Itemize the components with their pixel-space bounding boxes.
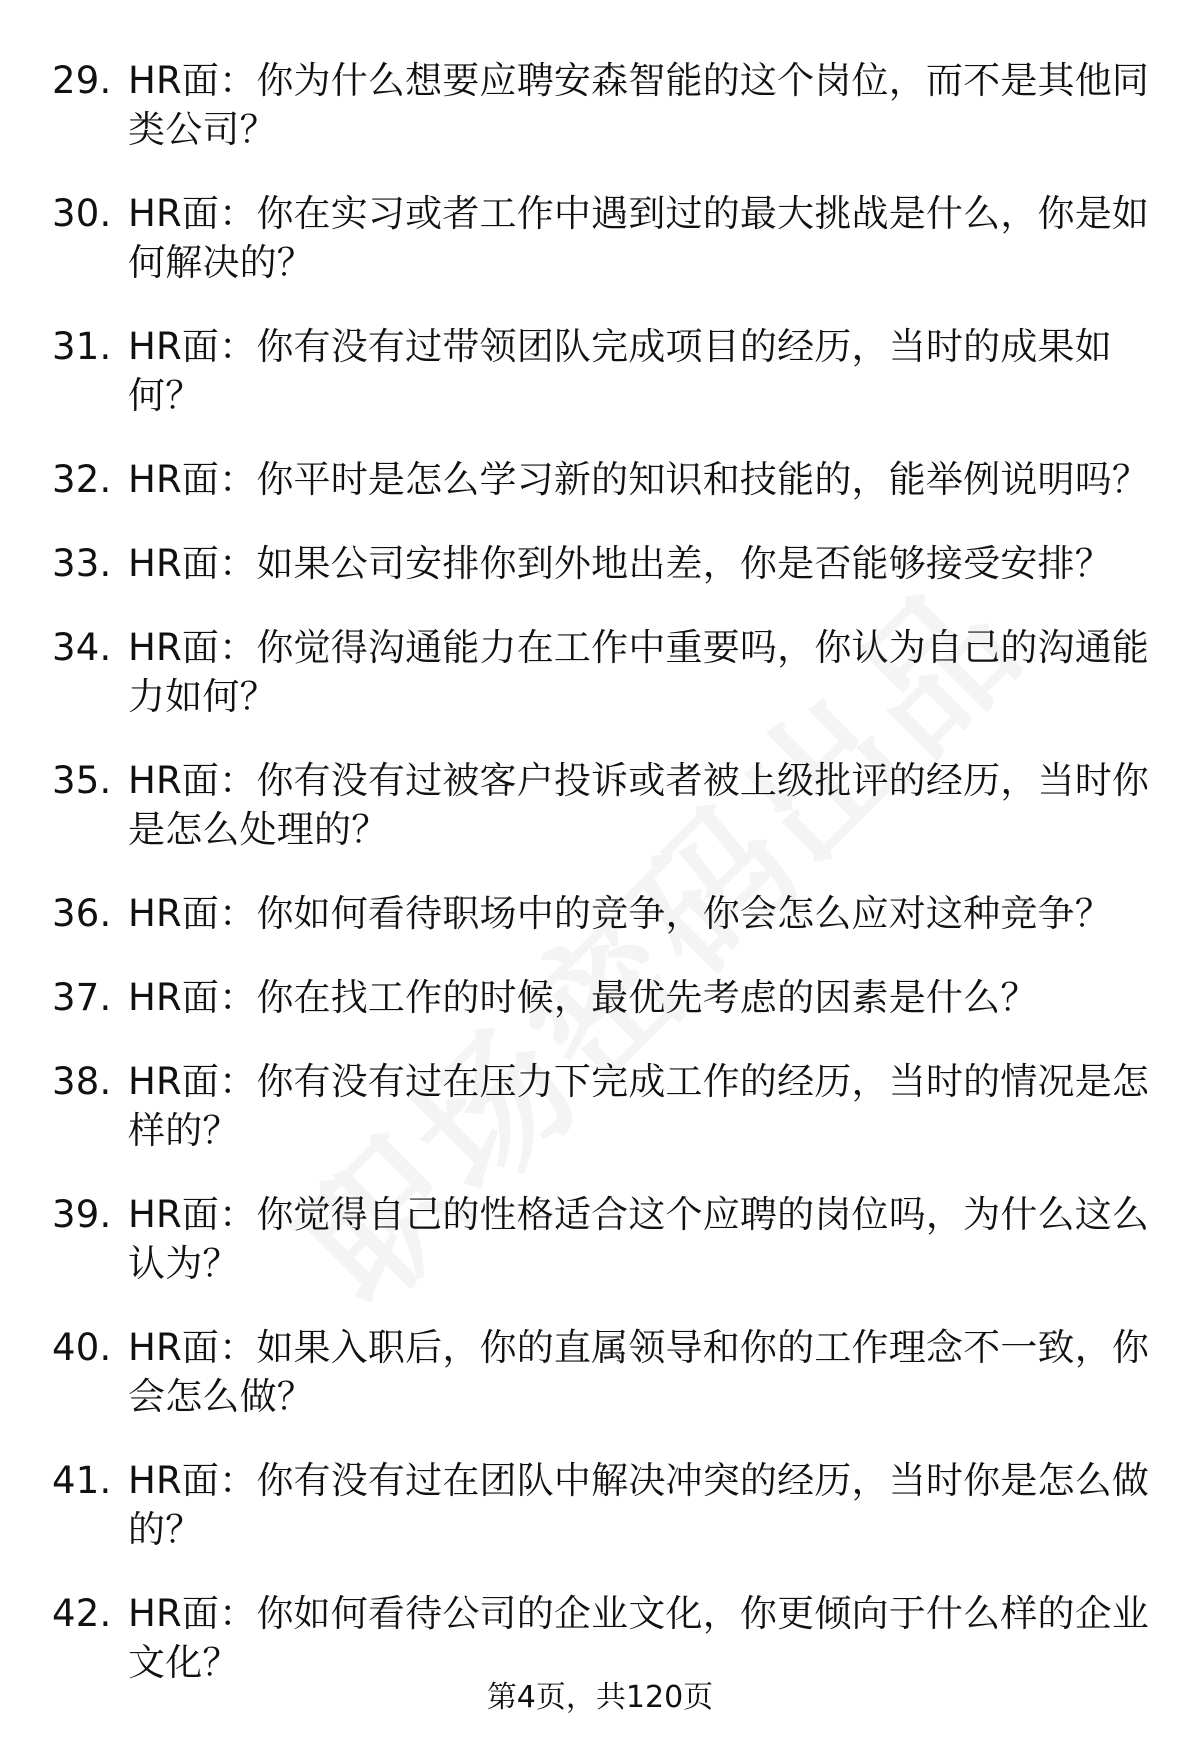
question-text: HR面：如果入职后，你的直属领导和你的工作理念不一致，你会怎么做？: [128, 1326, 1150, 1418]
list-item: [52, 455, 1152, 504]
question-number: 38.: [52, 1060, 112, 1103]
question-number: 31.: [52, 325, 112, 368]
list-item: [52, 889, 1152, 938]
question-text: HR面：你有没有过被客户投诉或者被上级批评的经历，当时你是怎么处理的？: [128, 759, 1150, 851]
list-item: [52, 1057, 1152, 1155]
question-text: HR面：你有没有过在压力下完成工作的经历，当时的情况是怎样的？: [128, 1060, 1150, 1152]
question-text: HR面：你为什么想要应聘安森智能的这个岗位，而不是其他同类公司？: [128, 59, 1150, 151]
question-text: HR面：你觉得自己的性格适合这个应聘的岗位吗，为什么这么认为？: [128, 1193, 1150, 1285]
list-item: [52, 189, 1152, 287]
question-number: 35.: [52, 759, 112, 802]
list-item: [52, 1589, 1152, 1687]
question-number: 30.: [52, 192, 112, 235]
list-item: [52, 1456, 1152, 1554]
list-item: [52, 623, 1152, 721]
question-text: HR面：如果公司安排你到外地出差，你是否能够接受安排？: [128, 542, 1112, 585]
question-number: 34.: [52, 626, 112, 669]
question-text: HR面：你觉得沟通能力在工作中重要吗，你认为自己的沟通能力如何？: [128, 626, 1150, 718]
question-number: 36.: [52, 892, 112, 935]
question-number: 29.: [52, 59, 112, 102]
question-list: [52, 56, 1152, 1722]
list-item: [52, 756, 1152, 854]
question-text: HR面：你有没有过在团队中解决冲突的经历，当时你是怎么做的？: [128, 1459, 1150, 1551]
question-number: 42.: [52, 1592, 112, 1635]
question-text: HR面：你平时是怎么学习新的知识和技能的，能举例说明吗？: [128, 458, 1150, 501]
question-text: HR面：你有没有过带领团队完成项目的经历，当时的成果如何？: [128, 325, 1112, 417]
question-number: 39.: [52, 1193, 112, 1236]
question-number: 32.: [52, 458, 112, 501]
question-number: 40.: [52, 1326, 112, 1369]
list-item: [52, 56, 1152, 154]
question-text: HR面：你在找工作的时候，最优先考虑的因素是什么？: [128, 976, 1038, 1019]
list-item: [52, 322, 1152, 420]
question-text: HR面：你如何看待职场中的竞争，你会怎么应对这种竞争？: [128, 892, 1112, 935]
question-number: 41.: [52, 1459, 112, 1502]
question-text: HR面：你如何看待公司的企业文化，你更倾向于什么样的企业文化？: [128, 1592, 1150, 1684]
question-number: 37.: [52, 976, 112, 1019]
list-item: [52, 973, 1152, 1022]
page-number-footer: 第4页，共120页: [486, 1680, 714, 1715]
list-item: [52, 1323, 1152, 1421]
question-text: HR面：你在实习或者工作中遇到过的最大挑战是什么，你是如何解决的？: [128, 192, 1150, 284]
question-number: 33.: [52, 542, 112, 585]
list-item: [52, 539, 1152, 588]
list-item: [52, 1190, 1152, 1288]
